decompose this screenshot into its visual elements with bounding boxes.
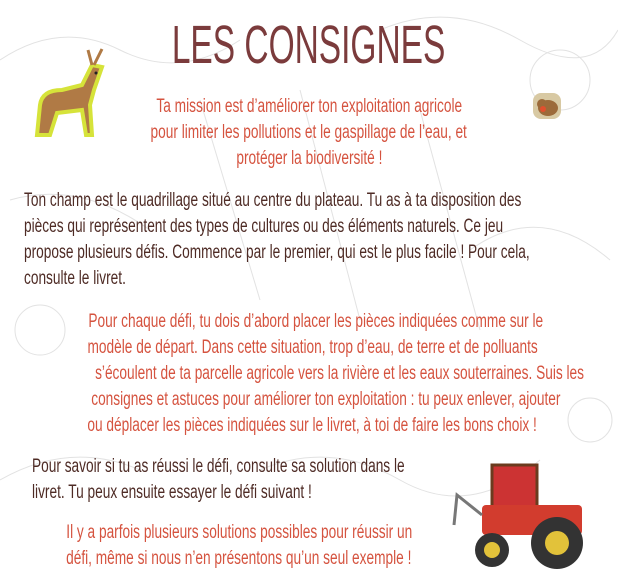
text-line: pièces qui représentent des types de cultures ou des éléments naturels. Ce jeu: [24, 216, 504, 237]
text-line: protéger la biodiversité !: [235, 148, 383, 169]
text-line: Pour chaque défi, tu dois d’abord placer les pièces indiquées comme sur le: [88, 311, 544, 332]
text-line: s’écoulent de ta parcelle agricole vers la rivière et les eaux souterraines. Suis les: [95, 363, 585, 384]
text-line: Pour savoir si tu as réussi le défi, consulte sa solution dans le: [32, 456, 405, 477]
text-line: livret. Tu peux ensuite essayer le défi suivant !: [32, 482, 312, 503]
text-line: Ton champ est le quadrillage situé au centre du plateau. Tu as à ta disposition des: [24, 190, 522, 211]
text-line: Il y a parfois plusieurs solutions possibles pour réussir un: [66, 522, 412, 543]
text-line: Ta mission est d’améliorer ton exploitation agricole: [156, 96, 462, 117]
text-line: pour limiter les pollutions et le gaspillage de l’eau, et: [150, 122, 468, 143]
text-line: propose plusieurs défis. Commence par le premier, qui est le plus facile ! Pour cela,: [24, 242, 530, 263]
text-line: défi, même si nous n’en présentons qu’un seul exemple !: [66, 548, 412, 569]
text-line: ou déplacer les pièces indiquées sur le livret, à toi de faire les bons choix !: [87, 415, 537, 436]
page-title: [0, 14, 618, 76]
text-line: consignes et astuces pour améliorer ton exploitation : tu peux enlever, ajouter: [91, 389, 561, 410]
text-line: consulte le livret.: [24, 268, 126, 289]
text-line: modèle de départ. Dans cette situation, trop d’eau, de terre et de polluants: [87, 337, 538, 358]
title-text: LES CONSIGNES: [172, 15, 446, 75]
